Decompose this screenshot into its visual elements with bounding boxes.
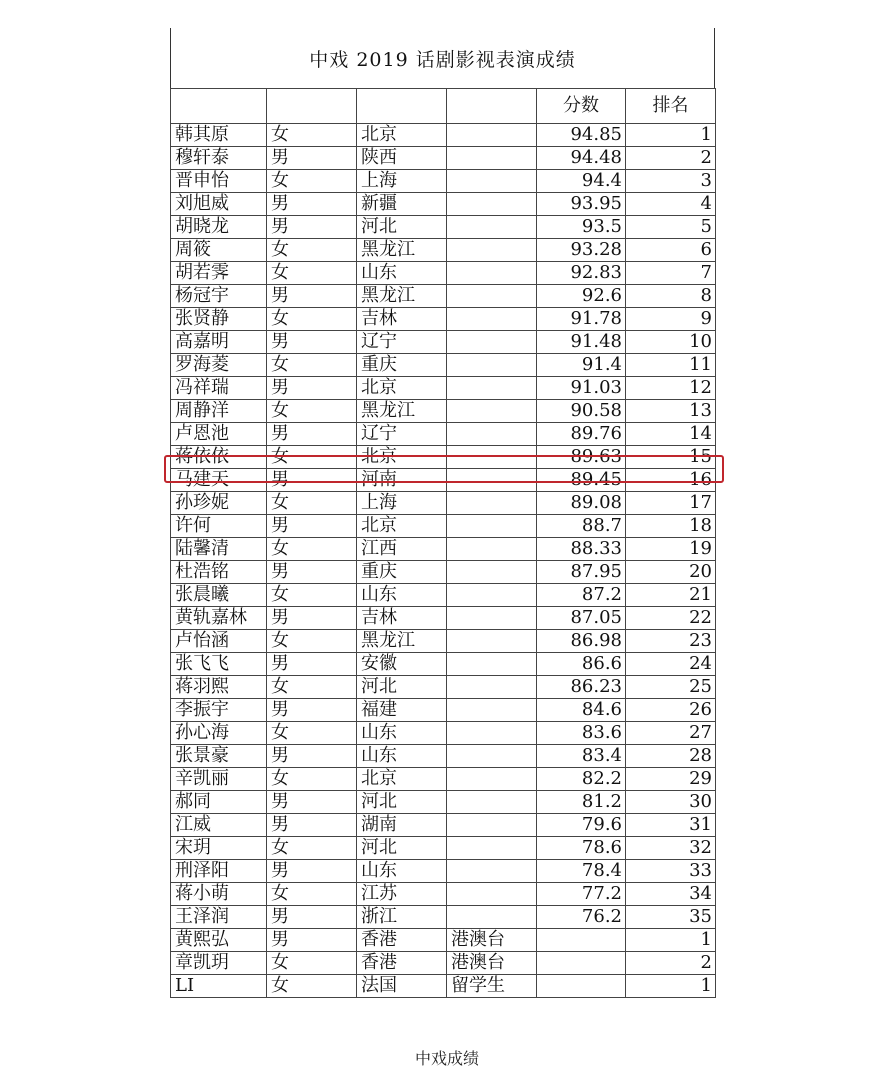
cell-region: 河北	[357, 676, 447, 699]
cell-score: 92.6	[537, 285, 626, 308]
table-row	[171, 791, 716, 814]
cell-gender: 女	[267, 952, 357, 975]
table-row	[171, 722, 716, 745]
cell-gender: 男	[267, 906, 357, 929]
cell-rank: 33	[626, 860, 716, 883]
cell-region: 上海	[357, 492, 447, 515]
cell-rank: 15	[626, 446, 716, 469]
cell-rank: 30	[626, 791, 716, 814]
cell-name: 许何	[171, 515, 267, 538]
table-row	[171, 883, 716, 906]
cell-score: 86.98	[537, 630, 626, 653]
cell-score: 91.48	[537, 331, 626, 354]
cell-name: 胡若霁	[171, 262, 267, 285]
cell-gender: 男	[267, 653, 357, 676]
table-row	[171, 860, 716, 883]
cell-region: 北京	[357, 377, 447, 400]
cell-region: 重庆	[357, 354, 447, 377]
image-caption: 中戏成绩	[414, 1049, 479, 1068]
cell-score: 87.2	[537, 584, 626, 607]
cell-score: 91.4	[537, 354, 626, 377]
cell-region: 香港	[357, 952, 447, 975]
cell-rank: 3	[626, 170, 716, 193]
cell-note	[447, 147, 537, 170]
cell-score: 93.28	[537, 239, 626, 262]
cell-name: 周筱	[171, 239, 267, 262]
cell-rank: 5	[626, 216, 716, 239]
cell-rank: 29	[626, 768, 716, 791]
cell-gender: 男	[267, 193, 357, 216]
cell-score: 89.76	[537, 423, 626, 446]
table-row	[171, 814, 716, 837]
cell-region: 河南	[357, 469, 447, 492]
cell-score: 81.2	[537, 791, 626, 814]
table-row	[171, 354, 716, 377]
cell-gender: 男	[267, 814, 357, 837]
cell-region: 山东	[357, 584, 447, 607]
cell-gender: 女	[267, 446, 357, 469]
cell-score: 93.5	[537, 216, 626, 239]
cell-rank: 35	[626, 906, 716, 929]
cell-region: 浙江	[357, 906, 447, 929]
cell-note	[447, 860, 537, 883]
cell-region: 山东	[357, 722, 447, 745]
cell-note	[447, 331, 537, 354]
cell-gender: 男	[267, 561, 357, 584]
cell-region: 江西	[357, 538, 447, 561]
cell-note	[447, 538, 537, 561]
table-row	[171, 837, 716, 860]
cell-rank: 4	[626, 193, 716, 216]
cell-note	[447, 446, 537, 469]
cell-region: 法国	[357, 975, 447, 998]
cell-gender: 女	[267, 239, 357, 262]
table-row	[171, 975, 716, 998]
cell-name: 晋申怡	[171, 170, 267, 193]
cell-name: 宋玥	[171, 837, 267, 860]
cell-rank: 18	[626, 515, 716, 538]
table-row	[171, 906, 716, 929]
table-row	[171, 676, 716, 699]
cell-note	[447, 607, 537, 630]
cell-score: 89.63	[537, 446, 626, 469]
cell-note	[447, 676, 537, 699]
cell-note	[447, 469, 537, 492]
cell-score: 89.08	[537, 492, 626, 515]
cell-rank: 23	[626, 630, 716, 653]
cell-name: 冯祥瑞	[171, 377, 267, 400]
cell-gender: 男	[267, 377, 357, 400]
cell-region: 香港	[357, 929, 447, 952]
cell-name: 胡晓龙	[171, 216, 267, 239]
cell-score: 88.7	[537, 515, 626, 538]
cell-name: 黄轨嘉林	[171, 607, 267, 630]
cell-rank: 14	[626, 423, 716, 446]
table-row	[171, 768, 716, 791]
cell-rank: 2	[626, 147, 716, 170]
cell-note	[447, 699, 537, 722]
cell-name: 马建天	[171, 469, 267, 492]
cell-rank: 1	[626, 124, 716, 147]
table-row	[171, 216, 716, 239]
cell-gender: 女	[267, 538, 357, 561]
cell-rank: 22	[626, 607, 716, 630]
cell-name: 刑泽阳	[171, 860, 267, 883]
score-sheet	[170, 28, 715, 998]
cell-note	[447, 170, 537, 193]
cell-name: 江威	[171, 814, 267, 837]
cell-rank: 28	[626, 745, 716, 768]
cell-name: 卢恩池	[171, 423, 267, 446]
cell-name: 杜浩铭	[171, 561, 267, 584]
cell-name: 周静洋	[171, 400, 267, 423]
table-row	[171, 745, 716, 768]
cell-region: 湖南	[357, 814, 447, 837]
cell-gender: 男	[267, 607, 357, 630]
cell-note	[447, 561, 537, 584]
cell-score	[537, 952, 626, 975]
cell-name: 张贤静	[171, 308, 267, 331]
cell-score: 78.6	[537, 837, 626, 860]
cell-region: 河北	[357, 791, 447, 814]
cell-note	[447, 354, 537, 377]
cell-note	[447, 423, 537, 446]
cell-score: 92.83	[537, 262, 626, 285]
table-row	[171, 147, 716, 170]
cell-note	[447, 124, 537, 147]
cell-note	[447, 584, 537, 607]
table-row	[171, 193, 716, 216]
cell-gender: 男	[267, 699, 357, 722]
cell-gender: 女	[267, 883, 357, 906]
cell-score: 91.78	[537, 308, 626, 331]
header-note	[447, 89, 537, 124]
cell-region: 福建	[357, 699, 447, 722]
cell-score: 84.6	[537, 699, 626, 722]
cell-score: 83.6	[537, 722, 626, 745]
cell-gender: 女	[267, 354, 357, 377]
cell-name: 孙心海	[171, 722, 267, 745]
cell-gender: 女	[267, 124, 357, 147]
cell-region: 河北	[357, 837, 447, 860]
cell-score: 89.45	[537, 469, 626, 492]
header-gender	[267, 89, 357, 124]
cell-region: 新疆	[357, 193, 447, 216]
cell-note	[447, 193, 537, 216]
cell-region: 山东	[357, 860, 447, 883]
cell-score: 88.33	[537, 538, 626, 561]
table-row	[171, 630, 716, 653]
cell-region: 黑龙江	[357, 285, 447, 308]
cell-gender: 男	[267, 423, 357, 446]
cell-gender: 男	[267, 791, 357, 814]
cell-gender: 男	[267, 331, 357, 354]
cell-note	[447, 791, 537, 814]
cell-rank: 25	[626, 676, 716, 699]
table-row	[171, 952, 716, 975]
cell-gender: 女	[267, 492, 357, 515]
cell-gender: 女	[267, 975, 357, 998]
cell-gender: 女	[267, 630, 357, 653]
cell-name: 蒋羽熙	[171, 676, 267, 699]
cell-note	[447, 745, 537, 768]
cell-gender: 女	[267, 170, 357, 193]
header-row	[171, 89, 716, 124]
cell-score: 87.05	[537, 607, 626, 630]
cell-name: 章凯玥	[171, 952, 267, 975]
cell-note	[447, 515, 537, 538]
cell-score: 78.4	[537, 860, 626, 883]
cell-rank: 9	[626, 308, 716, 331]
cell-name: 刘旭威	[171, 193, 267, 216]
cell-name: 辛凯丽	[171, 768, 267, 791]
cell-region: 辽宁	[357, 331, 447, 354]
cell-region: 山东	[357, 262, 447, 285]
cell-rank: 34	[626, 883, 716, 906]
cell-gender: 女	[267, 400, 357, 423]
cell-region: 吉林	[357, 308, 447, 331]
cell-rank: 21	[626, 584, 716, 607]
cell-score: 94.48	[537, 147, 626, 170]
cell-gender: 女	[267, 676, 357, 699]
cell-note	[447, 883, 537, 906]
cell-region: 吉林	[357, 607, 447, 630]
cell-note	[447, 308, 537, 331]
cell-score: 94.85	[537, 124, 626, 147]
table-row	[171, 239, 716, 262]
table-row	[171, 607, 716, 630]
table-row	[171, 377, 716, 400]
cell-score: 79.6	[537, 814, 626, 837]
cell-name: 张晨曦	[171, 584, 267, 607]
cell-score: 94.4	[537, 170, 626, 193]
cell-region: 北京	[357, 446, 447, 469]
cell-note	[447, 630, 537, 653]
cell-region: 安徽	[357, 653, 447, 676]
cell-gender: 男	[267, 515, 357, 538]
header-score: 分数	[537, 89, 626, 124]
cell-note	[447, 216, 537, 239]
cell-region: 黑龙江	[357, 400, 447, 423]
cell-region: 北京	[357, 768, 447, 791]
cell-note	[447, 377, 537, 400]
cell-region: 山东	[357, 745, 447, 768]
cell-rank: 1	[626, 975, 716, 998]
cell-rank: 17	[626, 492, 716, 515]
table-row	[171, 331, 716, 354]
table-row	[171, 469, 716, 492]
table-row	[171, 262, 716, 285]
cell-score: 82.2	[537, 768, 626, 791]
cell-score	[537, 975, 626, 998]
cell-rank: 20	[626, 561, 716, 584]
cell-rank: 7	[626, 262, 716, 285]
table-row	[171, 170, 716, 193]
cell-gender: 女	[267, 837, 357, 860]
cell-name: 孙珍妮	[171, 492, 267, 515]
cell-name: 罗海菱	[171, 354, 267, 377]
cell-name: 李振宇	[171, 699, 267, 722]
cell-gender: 女	[267, 722, 357, 745]
cell-region: 陕西	[357, 147, 447, 170]
table-row	[171, 446, 716, 469]
cell-name: 郝同	[171, 791, 267, 814]
cell-note	[447, 722, 537, 745]
cell-score: 87.95	[537, 561, 626, 584]
table-row	[171, 400, 716, 423]
cell-rank: 26	[626, 699, 716, 722]
cell-gender: 女	[267, 308, 357, 331]
cell-region: 辽宁	[357, 423, 447, 446]
cell-region: 江苏	[357, 883, 447, 906]
score-table	[170, 88, 716, 998]
cell-gender: 女	[267, 768, 357, 791]
cell-name: 陆馨清	[171, 538, 267, 561]
cell-name: 高嘉明	[171, 331, 267, 354]
cell-region: 黑龙江	[357, 630, 447, 653]
cell-name: 黄熙弘	[171, 929, 267, 952]
cell-name: 蒋小萌	[171, 883, 267, 906]
table-row	[171, 285, 716, 308]
cell-name: 杨冠宇	[171, 285, 267, 308]
cell-note	[447, 262, 537, 285]
cell-rank: 13	[626, 400, 716, 423]
cell-rank: 2	[626, 952, 716, 975]
cell-region: 河北	[357, 216, 447, 239]
cell-note: 港澳台	[447, 952, 537, 975]
cell-region: 北京	[357, 515, 447, 538]
cell-note	[447, 492, 537, 515]
table-row	[171, 423, 716, 446]
cell-rank: 16	[626, 469, 716, 492]
cell-region: 上海	[357, 170, 447, 193]
table-row	[171, 561, 716, 584]
cell-rank: 11	[626, 354, 716, 377]
cell-rank: 12	[626, 377, 716, 400]
cell-rank: 32	[626, 837, 716, 860]
cell-note	[447, 239, 537, 262]
cell-gender: 女	[267, 262, 357, 285]
cell-gender: 男	[267, 860, 357, 883]
table-row	[171, 124, 716, 147]
cell-rank: 1	[626, 929, 716, 952]
cell-gender: 男	[267, 285, 357, 308]
cell-gender: 男	[267, 216, 357, 239]
cell-name: 蒋依依	[171, 446, 267, 469]
cell-score: 86.23	[537, 676, 626, 699]
header-name	[171, 89, 267, 124]
table-row	[171, 584, 716, 607]
cell-note	[447, 906, 537, 929]
table-row	[171, 308, 716, 331]
cell-score: 93.95	[537, 193, 626, 216]
cell-score: 86.6	[537, 653, 626, 676]
table-row	[171, 492, 716, 515]
table-row	[171, 538, 716, 561]
header-region	[357, 89, 447, 124]
cell-region: 北京	[357, 124, 447, 147]
cell-note	[447, 768, 537, 791]
cell-rank: 24	[626, 653, 716, 676]
cell-score: 83.4	[537, 745, 626, 768]
cell-region: 重庆	[357, 561, 447, 584]
cell-rank: 6	[626, 239, 716, 262]
cell-rank: 27	[626, 722, 716, 745]
cell-name: 张飞飞	[171, 653, 267, 676]
cell-gender: 男	[267, 745, 357, 768]
cell-name: 张景豪	[171, 745, 267, 768]
cell-score: 76.2	[537, 906, 626, 929]
table-row	[171, 653, 716, 676]
header-rank: 排名	[626, 89, 716, 124]
table-row	[171, 699, 716, 722]
table-row	[171, 515, 716, 538]
cell-gender: 女	[267, 584, 357, 607]
cell-note	[447, 837, 537, 860]
cell-score: 90.58	[537, 400, 626, 423]
cell-note	[447, 285, 537, 308]
table-body	[171, 124, 716, 998]
cell-rank: 8	[626, 285, 716, 308]
cell-region: 黑龙江	[357, 239, 447, 262]
sheet-title: 中戏 2019 话剧影视表演成绩	[170, 28, 715, 88]
cell-rank: 31	[626, 814, 716, 837]
cell-name: 卢怡涵	[171, 630, 267, 653]
cell-name: 穆轩泰	[171, 147, 267, 170]
cell-gender: 男	[267, 469, 357, 492]
table-row	[171, 929, 716, 952]
cell-rank: 19	[626, 538, 716, 561]
cell-note: 港澳台	[447, 929, 537, 952]
cell-gender: 男	[267, 929, 357, 952]
cell-score	[537, 929, 626, 952]
cell-note	[447, 814, 537, 837]
cell-note	[447, 400, 537, 423]
cell-gender: 男	[267, 147, 357, 170]
cell-note	[447, 653, 537, 676]
cell-rank: 10	[626, 331, 716, 354]
cell-score: 77.2	[537, 883, 626, 906]
cell-name: 韩其原	[171, 124, 267, 147]
cell-name: LI	[171, 975, 267, 998]
cell-note: 留学生	[447, 975, 537, 998]
cell-score: 91.03	[537, 377, 626, 400]
cell-name: 王泽润	[171, 906, 267, 929]
